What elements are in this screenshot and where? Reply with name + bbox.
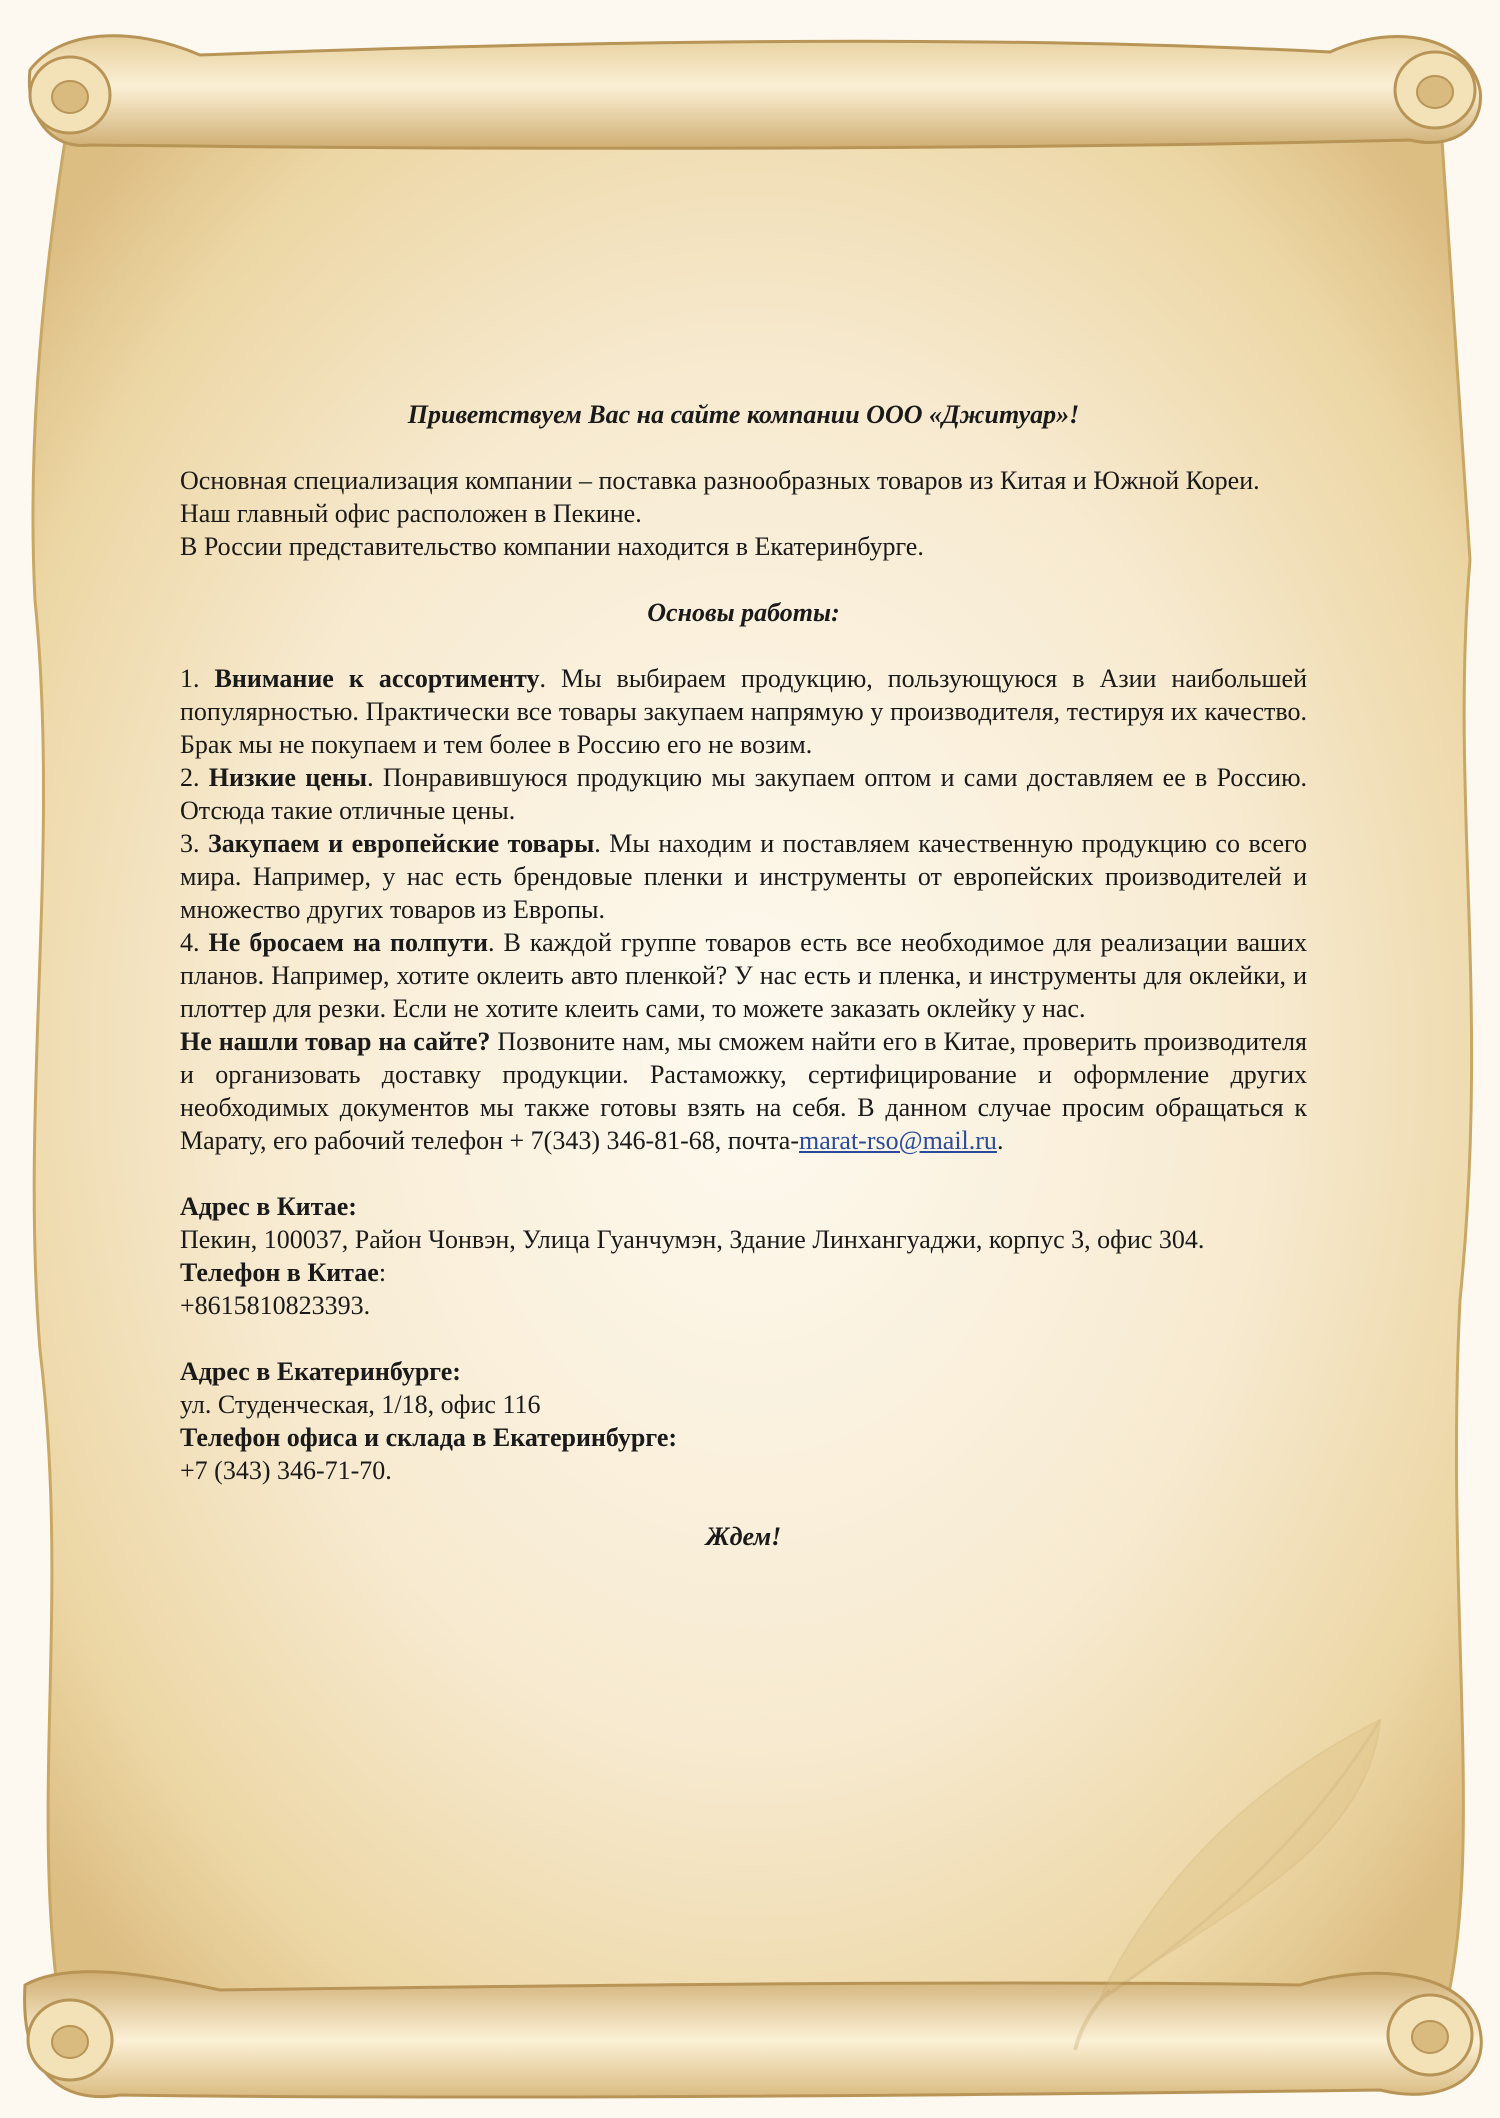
principle-title: Низкие цены bbox=[208, 763, 368, 792]
not-found-title: Не нашли товар на сайте? bbox=[180, 1027, 491, 1056]
principle-item bbox=[180, 827, 1307, 926]
ekb-phone-label: Телефон офиса и склада в Екатеринбурге: bbox=[180, 1423, 678, 1452]
principle-number: 4. bbox=[180, 928, 209, 957]
not-found-paragraph bbox=[180, 1025, 1307, 1157]
page-title: Приветствуем Вас на сайте компании ООО «Джитуар»! bbox=[407, 400, 1080, 429]
ekb-phone: +7 (343) 346-71-70. bbox=[180, 1456, 392, 1485]
principles-list bbox=[180, 662, 1307, 1025]
principle-number: 3. bbox=[180, 829, 209, 858]
china-contacts bbox=[180, 1190, 1307, 1322]
principle-title: Закупаем и европейские товары bbox=[208, 829, 595, 858]
china-phone-colon: : bbox=[378, 1258, 387, 1287]
principle-item bbox=[180, 761, 1307, 827]
intro-line: Основная специализация компании – поставка разнообразных товаров из Китая и Южной Кореи. bbox=[180, 466, 1260, 495]
principle-text: . Мы находим и поставляем качественную продукцию со всего мира. Например, у нас есть брендовые пленки и инструменты от европейских производителей и множество других товаров из Европы. bbox=[180, 829, 1308, 924]
china-phone: +8615810823393. bbox=[180, 1291, 371, 1320]
principle-text: . В каждой группе товаров есть все необходимое для реализации ваших планов. Например, хотите оклеить авто пленкой? У нас есть и пленка, и инструменты для оклейки, и плоттер для резки. Если не хотите клеить сами, то можете заказать оклейку у нас. bbox=[180, 928, 1308, 1023]
intro-line: В России представительство компании находится в Екатеринбурге. bbox=[180, 532, 924, 561]
principle-text: . Понравившуюся продукцию мы закупаем оптом и сами доставляем ее в Россию. Отсюда такие отличные цены. bbox=[180, 763, 1307, 825]
intro-block bbox=[180, 464, 1307, 563]
not-found-text: Позвоните нам, мы сможем найти его в Китае, проверить производителя и организовать доставку продукции. Растаможку, сертифицирование и оформление других необходимых документов мы также готовы взять на себя. В данном случае просим обращаться к Марату, его рабочий телефон + 7(343) 346-81-68, почта- bbox=[180, 1027, 1307, 1155]
ekb-address: ул. Студенческая, 1/18, офис 116 bbox=[180, 1390, 541, 1419]
principles-heading: Основы работы: bbox=[647, 598, 840, 627]
china-phone-label: Телефон в Китае bbox=[180, 1258, 379, 1287]
principle-item bbox=[180, 926, 1307, 1025]
china-address-label: Адрес в Китае: bbox=[180, 1192, 357, 1221]
ekb-contacts bbox=[180, 1355, 1307, 1487]
email-link[interactable]: marat-rso@mail.ru bbox=[799, 1126, 997, 1155]
closing-text: Ждем! bbox=[705, 1522, 782, 1551]
ekb-address-label: Адрес в Екатеринбурге: bbox=[180, 1357, 461, 1386]
document-body bbox=[180, 398, 1307, 1553]
china-address: Пекин, 100037, Район Чонвэн, Улица Гуанчумэн, Здание Линхангуаджи, корпус 3, офис 304. bbox=[180, 1225, 1205, 1254]
principle-number: 1. bbox=[180, 664, 215, 693]
intro-line: Наш главный офис расположен в Пекине. bbox=[180, 499, 642, 528]
principle-title: Не бросаем на полпути bbox=[208, 928, 488, 957]
principle-item bbox=[180, 662, 1307, 761]
not-found-end: . bbox=[996, 1126, 1004, 1155]
principle-number: 2. bbox=[180, 763, 209, 792]
principle-text: . Мы выбираем продукцию, пользующуюся в Азии наибольшей популярностью. Практически все товары закупаем напрямую у производителя, тестируя их качество. Брак мы не покупаем и тем более в Россию его не возим. bbox=[180, 664, 1307, 759]
principle-title: Внимание к ассортименту bbox=[214, 664, 540, 693]
